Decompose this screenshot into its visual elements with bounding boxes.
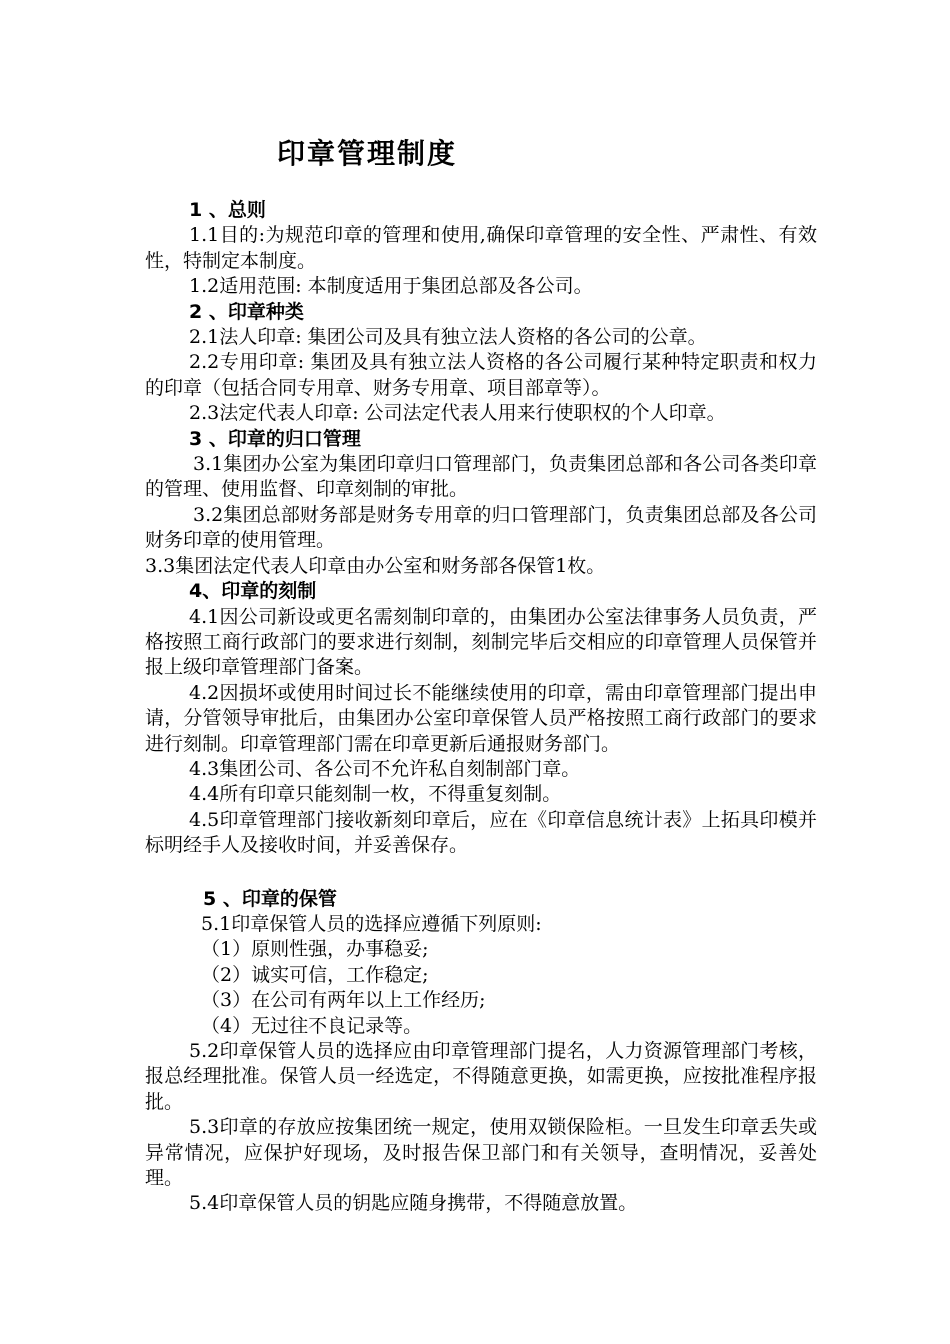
- paragraph-3-1: 3.1集团办公室为集团印章归口管理部门，负责集团总部和各公司各类印章的管理、使用监督、印章刻制的审批。: [145, 453, 817, 501]
- paragraph-2-3: 2.3法定代表人印章: 公司法定代表人用来行使职权的个人印章。: [189, 402, 726, 425]
- section-heading-4: 4、印章的刻制: [189, 580, 317, 603]
- paragraph-5-3: 5.3印章的存放应按集团统一规定，使用双锁保险柜。一旦发生印章丢失或异常情况，应保护好现场，及时报告保卫部门和有关领导，查明情况，妥善处理。: [145, 1116, 817, 1190]
- paragraph-4-5: 4.5印章管理部门接收新刻印章后，应在《印章信息统计表》上拓具印模并标明经手人及接收时间，并妥善保存。: [145, 808, 817, 857]
- paragraph-4-3: 4.3集团公司、各公司不允许私自刻制部门章。: [189, 757, 581, 780]
- paragraph-5-4: 5.4印章保管人员的钥匙应随身携带，不得随意放置。: [189, 1192, 638, 1215]
- paragraph-2-1: 2.1法人印章: 集团公司及具有独立法人资格的各公司的公章。: [189, 326, 707, 349]
- section-heading-1: 1 、总则: [189, 199, 266, 221]
- section-heading-2: 2 、印章种类: [189, 300, 304, 323]
- paragraph-3-3: 3.3集团法定代表人印章由办公室和财务部各保管1枚。: [145, 554, 606, 577]
- list-item-1: （1）原则性强，办事稳妥;: [201, 938, 429, 961]
- section-heading-5: 5 、印章的保管: [203, 887, 337, 910]
- paragraph-1-1: 1.1目的:为规范印章的管理和使用,确保印章管理的安全性、严肃性、有效性，特制定本制度。: [145, 224, 817, 272]
- document-body: [145, 198, 817, 1217]
- section-heading-3: 3 、印章的归口管理: [189, 427, 361, 450]
- paragraph-4-2: 4.2因损坏或使用时间过长不能继续使用的印章，需由印章管理部门提出申请，分管领导审批后，由集团办公室印章保管人员严格按照工商行政部门的要求进行刻制。印章管理部门需在印章更新后通报财务部门。: [145, 681, 817, 755]
- list-item-2: （2）诚实可信，工作稳定;: [201, 963, 429, 986]
- paragraph-5-1: 5.1印章保管人员的选择应遵循下列原则:: [201, 912, 542, 935]
- paragraph-5-2: 5.2印章保管人员的选择应由印章管理部门提名，人力资源管理部门考核，报总经理批准。保管人员一经选定，不得随意更换，如需更换，应按批准程序报批。: [145, 1040, 817, 1113]
- document-title: 印章管理制度: [277, 137, 458, 170]
- paragraph-2-2: 2.2专用印章: 集团及具有独立法人资格的各公司履行某种特定职责和权力的印章（包括合同专用章、财务专用章、项目部章等）。: [145, 351, 817, 399]
- paragraph-3-2: 3.2集团总部财务部是财务专用章的归口管理部门，负责集团总部及各公司财务印章的使用管理。: [145, 503, 817, 552]
- paragraph-4-1: 4.1因公司新设或更名需刻制印章的，由集团办公室法律事务人员负责，严格按照工商行政部门的要求进行刻制，刻制完毕后交相应的印章管理人员保管并报上级印章管理部门备案。: [145, 605, 817, 679]
- list-item-3: （3）在公司有两年以上工作经历;: [201, 989, 486, 1012]
- paragraph-1-2: 1.2适用范围: 本制度适用于集团总部及各公司。: [189, 275, 593, 298]
- paragraph-4-4: 4.4所有印章只能刻制一枚，不得重复刻制。: [189, 783, 562, 806]
- list-item-4: （4）无过往不良记录等。: [201, 1014, 423, 1037]
